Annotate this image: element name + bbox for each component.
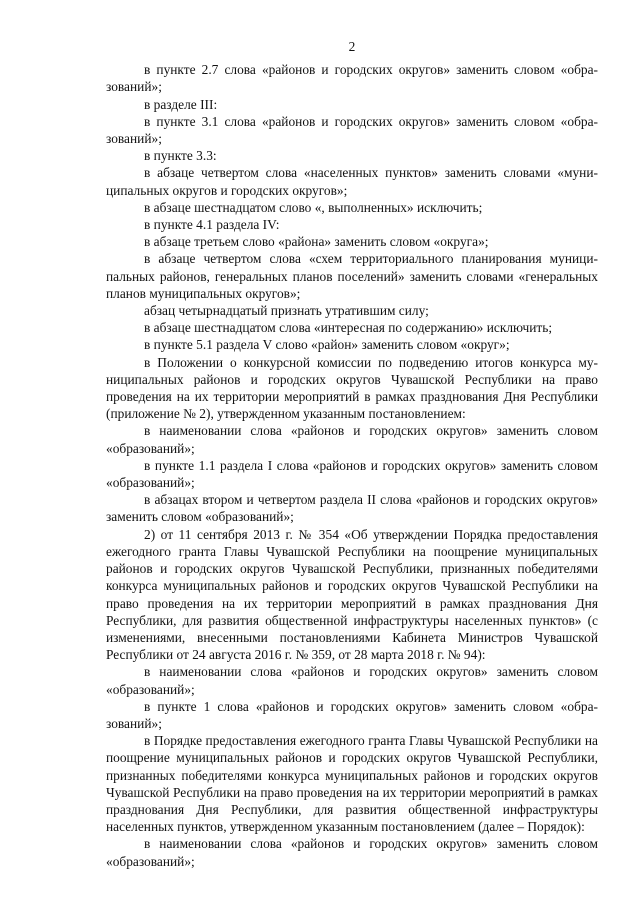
paragraph: в пункте 3.1 слова «районов и городских округов» заменить словом «образований»;: [106, 113, 598, 147]
paragraph: в пункте 1.1 раздела I слова «районов и городских округов» заменить словом «образований»;: [106, 457, 598, 491]
paragraph: в абзацах втором и четвертом раздела II слова «районов и городских округов» заменить словом «образований»;: [106, 492, 598, 525]
paragraph: абзац четырнадцатый признать утратившим силу;: [144, 303, 429, 319]
paragraph: в наименовании слова «районов и городских округов» заменить словом «образований»;: [106, 664, 598, 697]
paragraph: в пункте 1 слова «районов и городских округов» заменить словом «образований»;: [106, 698, 598, 731]
paragraph: в пункте 4.1 раздела IV:: [144, 217, 280, 233]
paragraph: в абзаце четвертом слова «населенных пунктов» заменить словами «муниципальных округов и городских округов»;: [106, 165, 598, 198]
document-page: [106, 38, 598, 870]
paragraph: в пункте 5.1 раздела V слово «район» заменить словом «округ»;: [144, 337, 510, 353]
paragraph: в Порядке предоставления ежегодного гранта Главы Чувашской Республики на поощрение муниципальных районов и городских округов Чувашской Республики, признанных победителями конкурса муниципальных районов и городских округов Чувашской Республики на право проведения на их территории мероприятий в рамках празднования Дня Республики, для развития общественной инфраструктуры населенных пунктов, утвержденном указанным постановлением (далее – Порядок):: [106, 733, 598, 835]
paragraph: в абзаце третьем слово «района» заменить словом «округа»;: [144, 234, 489, 250]
paragraph: в разделе III:: [144, 96, 218, 112]
paragraph: в абзаце шестнадцатом слова «интересная по содержанию» исключить;: [144, 320, 553, 336]
page-number: 2: [348, 39, 356, 54]
paragraph: в Положении о конкурсной комиссии по подведению итогов конкурса муниципальных районов и городских округов Чувашской Республики на право проведения на их территории мероприятий в рамках празднования Дня Республики (приложение № 2), утвержденном указанным постановлением:: [106, 354, 598, 422]
paragraph: в наименовании слова «районов и городских округов» заменить словом «образований»;: [106, 423, 598, 456]
paragraph: в пункте 2.7 слова «районов и городских округов» заменить словом «образований»;: [106, 62, 598, 95]
paragraph: в абзаце шестнадцатом слово «, выполненных» исключить;: [144, 199, 483, 215]
paragraph: 2) от 11 сентября 2013 г. № 354 «Об утверждении Порядка предоставления ежегодного гранта Главы Чувашской Республики на поощрение муниципальных районов и городских округов Чувашской Республики, признанных победителями конкурса муниципальных районов и городских округов Чувашской Республики на право проведения на их территории мероприятий в рамках празднования Дня Республики, для развития общественной инфраструктуры населенных пунктов» (с изменениями, внесенными постановлениями Кабинета Министров Чувашской Республики от 24 августа 2016 г. № 359, от 28 марта 2018 г. № 94):: [106, 526, 598, 663]
paragraph: в абзаце четвертом слова «схем территориального планирования муниципальных районов, генеральных планов поселений» заменить словами «генеральных планов муниципальных округов»;: [106, 251, 598, 301]
paragraph: в пункте 3.3:: [144, 148, 217, 164]
document-body: [106, 61, 598, 870]
paragraph: в наименовании слова «районов и городских округов» заменить словом «образований»;: [106, 836, 598, 869]
